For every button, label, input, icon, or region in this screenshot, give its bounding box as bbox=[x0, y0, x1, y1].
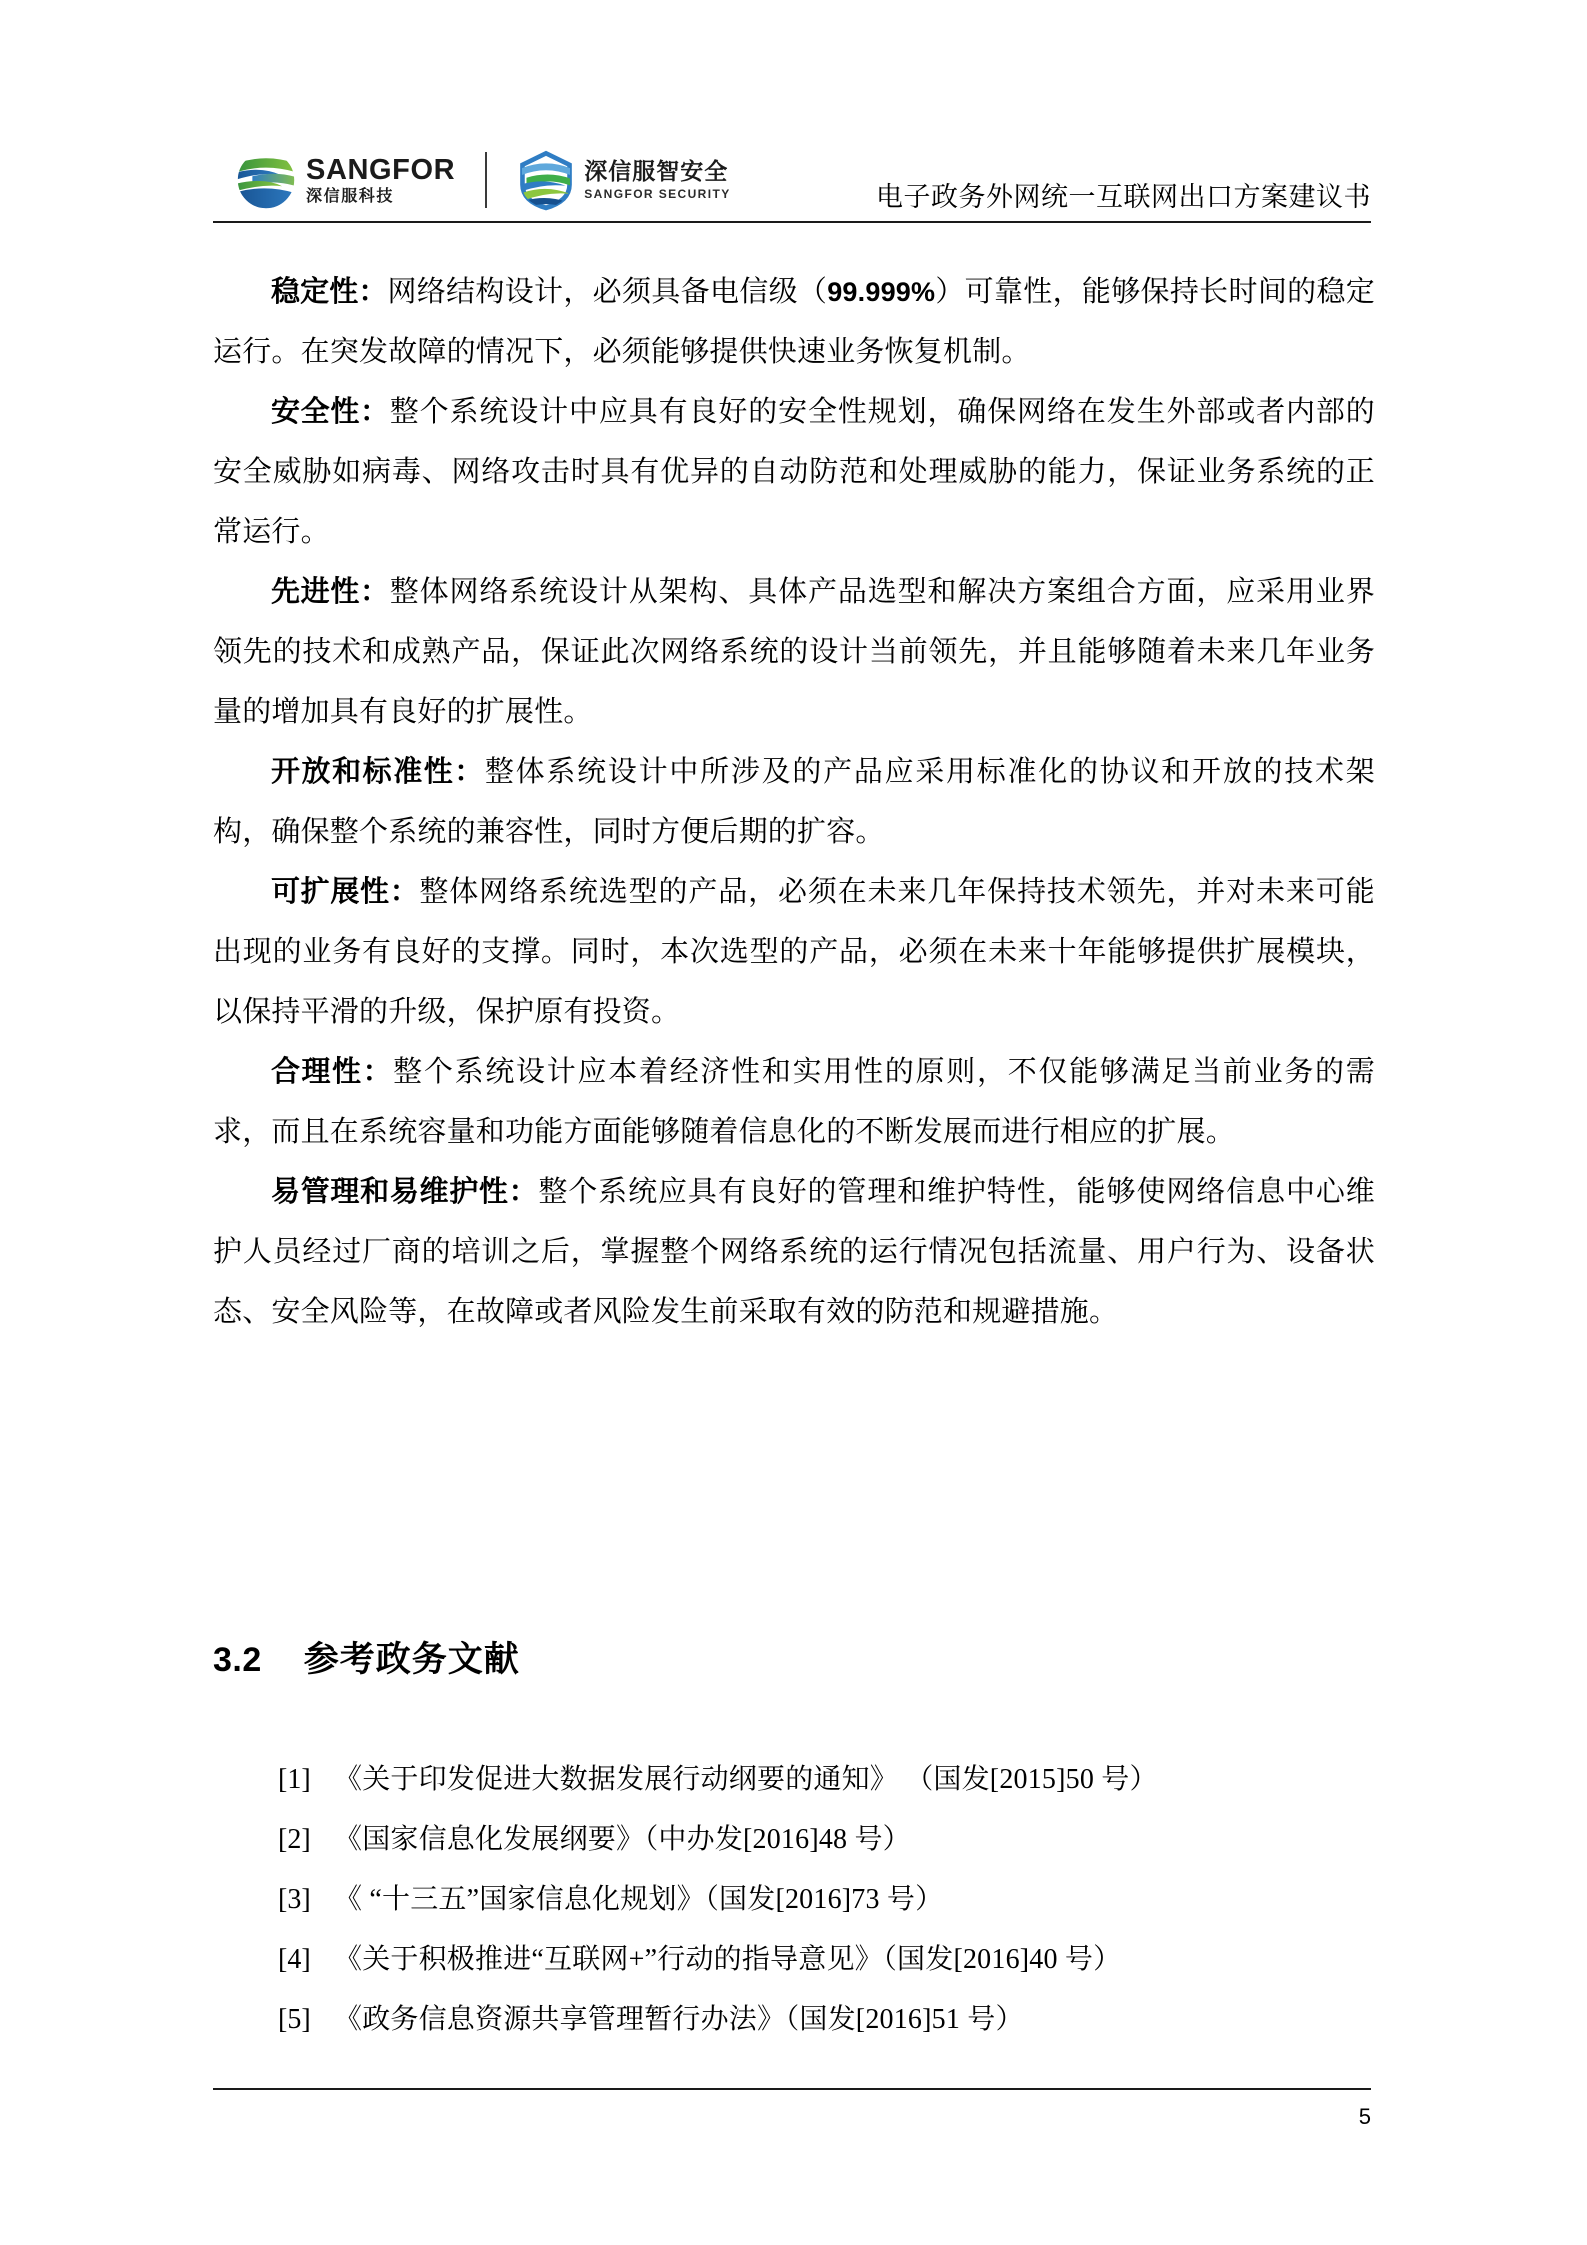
document-body bbox=[213, 262, 1375, 1342]
paragraph-emphasis: 99.999% bbox=[827, 277, 936, 307]
paragraph-scalability bbox=[213, 862, 1375, 1042]
paragraph-text: 整个系统应具有良好的管理和维护特性，能够使网络信息中心维护人员经过厂商的培训之后，掌握整个网络系统的运行情况包括流量、用户行为、设备状态、安全风险等，在故障或者风险发生前采取有效的防范和规避措施。 bbox=[213, 1176, 1375, 1328]
reference-item bbox=[278, 1750, 1378, 1810]
brand-divider bbox=[485, 152, 487, 208]
reference-list bbox=[278, 1750, 1378, 2050]
paragraph-lead: 开放和标准性： bbox=[271, 756, 485, 788]
header-document-title: 电子政务外网统一互联网出口方案建议书 bbox=[876, 182, 1371, 212]
paragraph-openness-standards bbox=[213, 742, 1375, 862]
sangfor-security-wordmark bbox=[584, 160, 730, 200]
reference-marker: [2] bbox=[278, 1824, 311, 1855]
paragraph-text: 整体网络系统选型的产品，必须在未来几年保持技术领先，并对未来可能出现的业务有良好的支撑。同时，本次选型的产品，必须在未来十年能够提供扩展模块，以保持平滑的升级，保护原有投资。 bbox=[213, 876, 1375, 1028]
paragraph-rationality bbox=[213, 1042, 1375, 1162]
paragraph-security bbox=[213, 382, 1375, 562]
reference-item bbox=[278, 1990, 1378, 2050]
paragraph-text-before: 网络结构设计，必须具备电信级（ bbox=[387, 276, 828, 308]
reference-text: 《政务信息资源共享管理暂行办法》（国发[2016]51 号） bbox=[334, 2004, 1024, 2035]
globe-icon bbox=[235, 149, 297, 211]
section-heading-3-2 bbox=[213, 1632, 520, 1682]
reference-text: 《 “十三五”国家信息化规划》（国发[2016]73 号） bbox=[334, 1884, 944, 1915]
reference-text: 《关于积极推进“互联网+”行动的指导意见》（国发[2016]40 号） bbox=[334, 1944, 1122, 1975]
page-footer bbox=[213, 2088, 1371, 2129]
paragraph-lead: 先进性： bbox=[271, 576, 390, 608]
paragraph-lead: 合理性： bbox=[271, 1056, 394, 1088]
reference-marker: [5] bbox=[278, 2004, 311, 2035]
brand-lockup bbox=[213, 143, 731, 217]
section-number: 3.2 bbox=[213, 1641, 262, 1679]
reference-item bbox=[278, 1930, 1378, 1990]
reference-marker: [4] bbox=[278, 1944, 311, 1975]
paragraph-lead: 安全性： bbox=[271, 396, 390, 428]
paragraph-stability bbox=[213, 262, 1375, 382]
paragraph-text-after: ）可靠性，能够保持长时间的稳定运行。在突发故障的情况下，必须能够提供快速业务恢复机制。 bbox=[213, 276, 1375, 368]
section-title: 参考政务文献 bbox=[303, 1640, 520, 1679]
paragraph-text: 整体系统设计中所涉及的产品应采用标准化的协议和开放的技术架构，确保整个系统的兼容性，同时方便后期的扩容。 bbox=[213, 756, 1375, 848]
sangfor-wordmark bbox=[306, 153, 456, 205]
sangfor-corporate-logo bbox=[235, 149, 455, 211]
paragraph-text: 整个系统设计应本着经济性和实用性的原则，不仅能够满足当前业务的需求，而且在系统容量和功能方面能够随着信息化的不断发展而进行相应的扩展。 bbox=[213, 1056, 1375, 1148]
paragraph-text: 整体网络系统设计从架构、具体产品选型和解决方案组合方面，应采用业界领先的技术和成熟产品，保证此次网络系统的设计当前领先，并且能够随着未来几年业务量的增加具有良好的扩展性。 bbox=[213, 576, 1375, 728]
paragraph-lead: 稳定性： bbox=[271, 276, 388, 308]
reference-text: 《国家信息化发展纲要》（中办发[2016]48 号） bbox=[334, 1824, 911, 1855]
reference-item bbox=[278, 1870, 1378, 1930]
reference-text: 《关于印发促进大数据发展行动纲要的通知》 （国发[2015]50 号） bbox=[334, 1764, 1158, 1795]
security-brand-latin-text: SANGFOR SECURITY bbox=[584, 187, 731, 201]
paragraph-advancement bbox=[213, 562, 1375, 742]
paragraph-lead: 可扩展性： bbox=[271, 876, 420, 908]
paragraph-manageability bbox=[213, 1162, 1375, 1342]
shield-icon bbox=[517, 149, 575, 211]
brand-chinese-text: 深信服科技 bbox=[306, 187, 395, 205]
security-brand-chinese-text: 深信服智安全 bbox=[584, 158, 729, 184]
paragraph-lead: 易管理和易维护性： bbox=[271, 1176, 539, 1208]
brand-latin-text: SANGFOR bbox=[306, 153, 456, 186]
paragraph-text: 整个系统设计中应具有良好的安全性规划，确保网络在发生外部或者内部的安全威胁如病毒、网络攻击时具有优异的自动防范和处理威胁的能力，保证业务系统的正常运行。 bbox=[213, 396, 1375, 548]
reference-marker: [3] bbox=[278, 1884, 311, 1915]
page-header bbox=[213, 135, 1371, 223]
page-number: 5 bbox=[1358, 2104, 1371, 2129]
reference-item bbox=[278, 1810, 1378, 1870]
sangfor-security-logo bbox=[517, 149, 730, 211]
reference-marker: [1] bbox=[278, 1764, 311, 1795]
